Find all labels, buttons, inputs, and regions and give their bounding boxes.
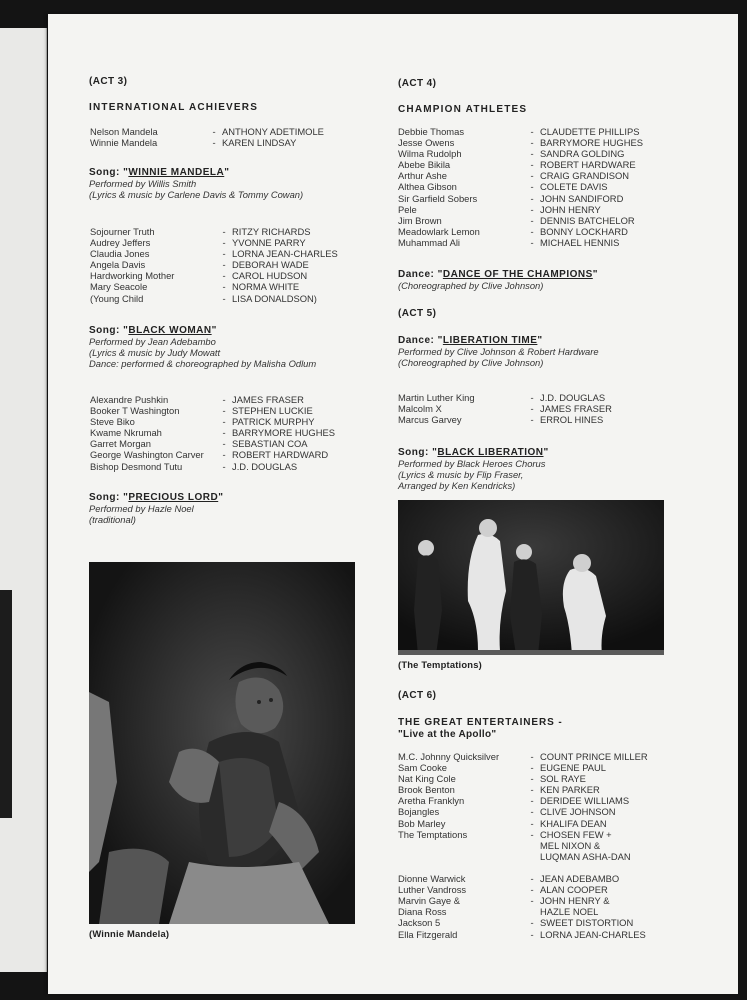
cast-row [398,840,648,851]
cast-role: Althea Gibson [398,181,457,193]
cast-role: Winnie Mandela [90,137,158,149]
cast-separator: - [530,873,534,885]
cast-separator: - [530,806,534,818]
cast-separator: - [530,214,534,226]
cast-row [90,461,335,472]
cast-row [90,438,335,449]
cast-actor: LORNA JEAN-CHARLES [232,248,338,260]
cast-actor: ERROL HINES [540,414,604,426]
cast-actor: COLETE DAVIS [540,181,608,193]
cast-role: Bob Marley [398,817,446,829]
cast-role: Marcus Garvey [398,414,462,426]
photo-caption-temptations: (The Temptations) [398,659,482,670]
cast-role: Sam Cooke [398,762,447,774]
act-4-label: (ACT 4) [398,78,437,89]
song-title: BLACK WOMAN [128,325,212,336]
cast-separator [524,851,540,862]
cast-actor: DERIDEE WILLIAMS [540,795,630,807]
cast-actor: BARRYMORE HUGHES [232,427,335,439]
cast-row [398,884,648,895]
cast-actor: JEAN ADEBAMBO [540,873,620,885]
cast-row [398,862,648,873]
song-performer: Performed by Hazle Noel [89,503,194,514]
cast-separator: - [530,225,534,237]
cast-actor: RITZY RICHARDS [232,226,311,237]
cast-role: Claudia Jones [90,248,150,260]
cast-role: Booker T Washington [90,405,180,417]
cast-row [398,193,643,204]
cast-row [398,895,648,906]
champion-athletes-heading: CHAMPION ATHLETES [398,104,528,115]
cast-role: Arthur Ashe [398,170,447,182]
cast-role: Pele [398,203,417,215]
cast-actor: MICHAEL HENNIS [540,236,620,248]
cast-actor: JOHN HENRY [540,203,601,215]
cast-row [398,237,643,248]
cast-actor: CAROL HUDSON [232,270,308,282]
song-performer: Performed by Jean Adebambo [89,336,216,347]
cast-separator: - [530,762,534,774]
cast-separator: - [530,159,534,171]
cast-row [398,751,648,762]
cast-separator: - [530,403,534,415]
cast-actor: LORNA JEAN-CHARLES [540,928,646,940]
previous-page-photo-edge [0,590,12,818]
song-black-liberation: Song: "BLACK LIBERATION" Performed by Black Heroes Chorus (Lyrics & music by Flip Fraser, Arranged by Ken Kendricks) [398,447,549,491]
cast-separator: - [530,392,534,403]
cast-actor: ANTHONY ADETIMOLE [222,126,324,137]
dance-credits: (Choreographed by Clive Johnson) [398,280,544,291]
cast-role: Nat King Cole [398,773,456,785]
cast-row [90,137,324,148]
cast-actor: J.D. DOUGLAS [232,460,298,472]
cast-role: Bishop Desmond Tutu [90,460,183,472]
cast-actor: LUQMAN ASHA-DAN [540,850,631,862]
cast-row [90,416,335,427]
act-3-label: (ACT 3) [89,76,128,87]
cast-actor: CRAIG GRANDISON [540,170,630,182]
cast-role: Wilma Rudolph [398,148,462,160]
cast-role: Martin Luther King [398,392,475,403]
dance-liberation-time: Dance: "LIBERATION TIME" Performed by Clive Johnson & Robert Hardware (Choreographed by Clive Johnson) [398,335,599,368]
program-page [48,14,738,994]
cast-row [398,137,643,148]
cast-row [398,906,648,917]
song-winnie-mandela: Song: "WINNIE MANDELA" Performed by Willis Smith (Lyrics & music by Carlene Davis & Tommy Cowan) [89,167,304,200]
cast-role: Marvin Gaye & [398,895,460,907]
cast-list-act4 [398,126,643,248]
song-credits: (Lyrics & music by Flip Fraser, [398,469,524,480]
cast-actor: LISA DONALDSON) [232,292,317,304]
cast-separator: - [530,236,534,248]
cast-role [398,862,524,873]
cast-row [398,806,648,817]
song-black-woman: Song: "BLACK WOMAN" Performed by Jean Adebambo (Lyrics & music by Judy Mowatt Dance: performed & choreographed by Malisha Odlum [89,325,317,369]
cast-actor: KAREN LINDSAY [222,137,297,149]
cast-row [398,215,643,226]
dance-title: LIBERATION TIME [442,335,538,346]
cast-role: Alexandre Pushkin [90,394,169,405]
cast-list-act3-a [90,126,324,148]
cast-row [398,917,648,928]
cast-role: Audrey Jeffers [90,237,151,249]
cast-row [398,762,648,773]
cast-row [398,784,648,795]
temptations-photo [398,500,664,655]
cast-role: Angela Davis [90,259,146,271]
act-6-label: (ACT 6) [398,690,437,701]
cast-role: Debbie Thomas [398,126,465,137]
song-precious-lord: Song: "PRECIOUS LORD" Performed by Hazle Noel (traditional) [89,492,224,525]
cast-role: M.C. Johnny Quicksilver [398,751,500,762]
cast-separator: - [530,148,534,160]
song-dance-credits: Dance: performed & choreographed by Malisha Odlum [89,358,317,369]
cast-row [90,226,338,237]
cast-actor: SWEET DISTORTION [540,917,634,929]
dance-title: DANCE OF THE CHAMPIONS [442,269,593,280]
cast-separator: - [222,416,226,428]
cast-row [398,851,648,862]
cast-separator: - [222,449,226,461]
cast-separator: - [222,237,226,249]
cast-actor: CLAUDETTE PHILLIPS [540,126,640,137]
cast-row [398,181,643,192]
cast-list-act5 [398,392,612,425]
cast-row [398,126,643,137]
cast-row [398,929,648,940]
cast-role: Sojourner Truth [90,226,155,237]
cast-row [398,392,612,403]
great-entertainers-heading: THE GREAT ENTERTAINERS - "Live at the Apollo" [398,717,563,740]
cast-row [90,449,335,460]
cast-role: Aretha Franklyn [398,795,465,807]
cast-actor: EUGENE PAUL [540,762,606,774]
song-performer: Performed by Willis Smith [89,178,197,189]
cast-role: Sir Garfield Sobers [398,192,478,204]
cast-separator: - [530,895,534,907]
photo-caption-winnie: (Winnie Mandela) [89,928,170,939]
song-credits: (Lyrics & music by Carlene Davis & Tommy Cowan) [89,189,304,200]
cast-row [398,204,643,215]
cast-role: Steve Biko [90,416,135,428]
cast-row [398,818,648,829]
cast-role: Jesse Owens [398,137,455,149]
cast-actor: COUNT PRINCE MILLER [540,751,648,762]
cast-separator: - [530,203,534,215]
cast-actor: KHALIFA DEAN [540,817,607,829]
cast-role: Brook Benton [398,784,455,796]
cast-actor: ALAN COOPER [540,884,608,896]
cast-actor [540,862,648,873]
cast-row [398,414,612,425]
cast-actor: BONNY LOCKHARD [540,225,628,237]
cast-separator: - [530,828,534,840]
cast-separator: - [530,751,534,762]
cast-role: Luther Vandross [398,884,467,896]
cast-actor: ROBERT HARDWARE [540,159,636,171]
cast-actor: NORMA WHITE [232,281,300,293]
cast-row [398,829,648,840]
cast-row [398,148,643,159]
song-performer: Performed by Black Heroes Chorus [398,458,546,469]
cast-role: (Young Child [90,292,144,304]
winnie-mandela-photo [89,562,355,924]
cast-list-act3-c [90,394,335,472]
cast-actor: DEBORAH WADE [232,259,309,271]
cast-actor: SANDRA GOLDING [540,148,625,160]
cast-separator: - [222,427,226,439]
cast-row [398,403,612,414]
cast-row [90,237,338,248]
cast-role: Jim Brown [398,214,442,226]
song-title: BLACK LIBERATION [437,447,544,458]
dance-of-the-champions: Dance: "DANCE OF THE CHAMPIONS" (Choreographed by Clive Johnson) [398,269,599,291]
cast-role: Jackson 5 [398,917,441,929]
cast-actor: BARRYMORE HUGHES [540,137,643,149]
cast-role: The Temptations [398,828,468,840]
cast-separator: - [222,438,226,450]
cast-role [398,840,524,851]
previous-page-edge [0,28,47,972]
cast-separator: - [212,137,216,149]
cast-row [90,293,338,304]
cast-actor: JAMES FRASER [232,394,304,405]
cast-row [90,259,338,270]
cast-row [398,795,648,806]
cast-separator [524,862,540,873]
cast-row [398,873,648,884]
cast-separator: - [530,928,534,940]
cast-role: Malcolm X [398,403,442,415]
cast-role: Mary Seacole [90,281,148,293]
cast-actor: DENNIS BATCHELOR [540,214,635,226]
cast-separator: - [530,137,534,149]
cast-actor: ROBERT HARDWARD [232,449,329,461]
cast-row [90,394,335,405]
cast-actor: CHOSEN FEW + [540,828,612,840]
cast-separator: - [222,226,226,237]
cast-role: Nelson Mandela [90,126,158,137]
cast-role: Ella Fitzgerald [398,928,458,940]
cast-separator: - [222,460,226,472]
cast-separator: - [530,414,534,426]
dance-credits: (Choreographed by Clive Johnson) [398,357,544,368]
cast-role: Kwame Nkrumah [90,427,162,439]
song-credits: (traditional) [89,514,136,525]
cast-separator [524,906,540,917]
cast-actor: PATRICK MURPHY [232,416,315,428]
cast-separator: - [222,405,226,417]
cast-role: Bojangles [398,806,440,818]
cast-role [398,851,524,862]
cast-separator: - [222,281,226,293]
song-title: WINNIE MANDELA [128,167,225,178]
song-arranger: Arranged by Ken Kendricks) [398,480,516,491]
cast-separator: - [222,292,226,304]
great-entertainers-subheading: "Live at the Apollo" [398,729,497,740]
cast-actor: HAZLE NOEL [540,906,599,918]
cast-role: Dionne Warwick [398,873,466,885]
cast-separator [524,840,540,851]
cast-row [90,281,338,292]
cast-row [398,226,643,237]
cast-separator: - [222,259,226,271]
cast-row [90,427,335,438]
cast-separator: - [530,884,534,896]
cast-actor: CLIVE JOHNSON [540,806,616,818]
cast-role: Abebe Bikila [398,159,451,171]
cast-role: George Washington Carver [90,449,204,461]
cast-row [398,159,643,170]
cast-list-act6 [398,751,648,940]
cast-separator: - [530,170,534,182]
cast-row [398,773,648,784]
cast-actor: JOHN SANDIFORD [540,192,624,204]
cast-actor: J.D. DOUGLAS [540,392,606,403]
cast-separator: - [530,795,534,807]
cast-separator: - [212,126,216,137]
cast-role: Meadowlark Lemon [398,225,480,237]
cast-separator: - [222,394,226,405]
cast-list-act3-b [90,226,338,304]
cast-separator: - [530,192,534,204]
cast-actor: SEBASTIAN COA [232,438,308,450]
cast-role: Diana Ross [398,906,447,918]
cast-role: Muhammad Ali [398,236,461,248]
cast-role: Garret Morgan [90,438,151,450]
cast-row [90,248,338,259]
cast-row [90,405,335,416]
cast-role: Hardworking Mother [90,270,175,282]
cast-separator: - [530,126,534,137]
song-credits: (Lyrics & music by Judy Mowatt [89,347,221,358]
act-5-label: (ACT 5) [398,308,437,319]
cast-separator: - [530,817,534,829]
cast-separator: - [530,784,534,796]
cast-row [90,126,324,137]
cast-separator: - [530,181,534,193]
cast-separator: - [530,917,534,929]
cast-actor: JOHN HENRY & [540,895,610,907]
cast-separator: - [530,773,534,785]
dance-performer: Performed by Clive Johnson & Robert Hardware [398,346,599,357]
cast-actor: STEPHEN LUCKIE [232,405,313,417]
cast-row [398,170,643,181]
cast-actor: JAMES FRASER [540,403,612,415]
cast-separator: - [222,248,226,260]
cast-separator: - [222,270,226,282]
international-achievers-heading: INTERNATIONAL ACHIEVERS [89,102,259,113]
cast-actor: MEL NIXON & [540,839,601,851]
cast-row [90,270,338,281]
cast-actor: KEN PARKER [540,784,600,796]
song-title: PRECIOUS LORD [128,492,219,503]
cast-actor: YVONNE PARRY [232,237,306,249]
cast-actor: SOL RAYE [540,773,586,785]
